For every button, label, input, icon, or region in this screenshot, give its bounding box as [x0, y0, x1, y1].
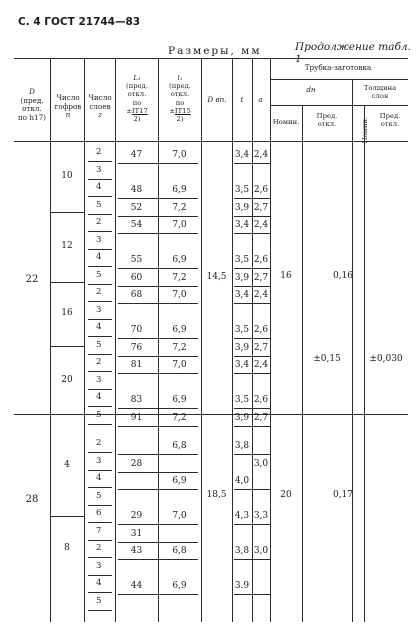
t-row-line: [234, 489, 270, 490]
layers-cell: 5: [96, 409, 102, 420]
l1-small-cell: 6,9: [172, 325, 187, 335]
dn-nom-value-2: 20: [280, 490, 292, 500]
vline-6: [232, 58, 233, 622]
n-value-12: 12: [61, 241, 73, 251]
layer-row-line: [88, 179, 112, 180]
layers-cell: 5: [96, 269, 102, 280]
vline-4: [158, 58, 159, 622]
a-cell: 2,7: [253, 412, 269, 423]
vline-10: [352, 79, 353, 622]
layers-cell: 2: [96, 287, 102, 297]
t-cell: 3,8: [234, 441, 250, 451]
layer-row-line: [88, 231, 112, 232]
layers-cell: 2: [96, 543, 102, 553]
t-row-line: [234, 233, 270, 234]
vline-7: [252, 58, 253, 622]
a-cell: 2,4: [253, 220, 269, 230]
t-cell: 3,4: [234, 220, 250, 230]
value-row-line: [118, 338, 198, 339]
n-value-10: 10: [61, 171, 73, 181]
layers-cell: 2: [96, 147, 102, 157]
vline-8: [270, 58, 271, 622]
vline-5: [201, 58, 202, 622]
t-row-line: [234, 268, 270, 269]
thick-nom-value-2: 0,17: [332, 490, 354, 500]
col-header-dn-pred: Пред. откл.: [316, 112, 338, 129]
layer-row-line: [88, 452, 112, 453]
line-d-group: [14, 414, 408, 415]
line-header-bottom: [14, 141, 408, 142]
l1-small-cell: 7,2: [172, 202, 187, 213]
t-cell: 3,5: [234, 255, 250, 265]
dvp-value-2: 18,5: [206, 490, 227, 500]
line-dn-under: [270, 105, 408, 106]
t-cell: 3,4: [234, 150, 250, 160]
layers-cell: 5: [96, 339, 102, 350]
t-row-line: [234, 454, 270, 455]
l1-big-cell: 52: [130, 202, 143, 213]
l1-big-cell: 29: [130, 511, 143, 521]
value-row-line: [118, 233, 198, 234]
layer-row-line: [88, 470, 112, 471]
l1-small-cell: 7,0: [172, 220, 187, 230]
d-value-28: 28: [25, 494, 39, 505]
t-cell: 3,9: [234, 342, 250, 353]
col-header-l1-small: l₁ (пред. откл. по ±IT15 2): [169, 74, 191, 124]
layer-row-line: [88, 487, 112, 488]
n-value-4: 4: [64, 460, 70, 470]
l1-small-cell: 7,2: [172, 342, 187, 353]
layers-cell: 3: [96, 560, 102, 571]
value-row-line: [118, 356, 198, 357]
t-row-line: [234, 426, 270, 427]
t-cell: 3,4: [234, 360, 250, 370]
layers-cell: 4: [96, 252, 102, 262]
layer-row-line: [88, 406, 112, 407]
layers-cell: 2: [96, 357, 102, 367]
layer-row-line: [88, 266, 112, 267]
layer-row-line: [88, 424, 112, 425]
a-cell: 3,0: [253, 546, 269, 556]
layers-cell: 3: [96, 455, 102, 466]
value-row-line: [118, 489, 198, 490]
thick-pred-value: ±0,030: [369, 354, 403, 364]
a-cell: 2,6: [253, 395, 269, 405]
n-value-8: 8: [64, 543, 70, 553]
layers-cell: 4: [96, 578, 102, 588]
vline-1: [50, 58, 51, 622]
t-row-line: [234, 286, 270, 287]
l1-small-cell: 6,9: [172, 255, 187, 265]
n-value-20: 20: [61, 375, 73, 385]
col-header-thick-nom: Номин.: [360, 116, 369, 144]
a-cell: 2,7: [253, 202, 269, 213]
col-header-dn: dн: [306, 85, 316, 94]
layers-cell: 2: [96, 438, 102, 448]
l1-big-cell: 43: [130, 546, 143, 556]
line-n-16-20: [50, 346, 84, 347]
layers-cell: 5: [96, 490, 102, 501]
a-cell: 2,4: [253, 360, 269, 370]
layers-cell: 3: [96, 304, 102, 315]
value-row-line: [118, 542, 198, 543]
dn-nom-value-1: 16: [280, 271, 292, 281]
layer-row-line: [88, 354, 112, 355]
l1-big-cell: 81: [130, 360, 143, 370]
n-value-16: 16: [61, 308, 73, 318]
t-row-line: [234, 524, 270, 525]
t-cell: 3.9: [234, 581, 250, 591]
l1-big-cell: 91: [130, 412, 143, 423]
col-header-thick-pred: Пред. откл.: [379, 112, 401, 129]
t-cell: 3,5: [234, 185, 250, 195]
col-header-gofr: Число гофров n: [54, 93, 82, 120]
t-cell: 3,9: [234, 272, 250, 283]
value-row-line: [118, 426, 198, 427]
t-cell: 3,8: [234, 546, 250, 556]
value-row-line: [118, 594, 198, 595]
value-row-line: [118, 559, 198, 560]
col-header-dn-nom: Номин.: [272, 118, 300, 126]
line-n-4-8: [50, 516, 84, 517]
value-row-line: [118, 286, 198, 287]
t-cell: 3,9: [234, 202, 250, 213]
value-row-line: [118, 408, 198, 409]
l1-small-cell: 7,0: [172, 511, 187, 521]
layer-row-line: [88, 389, 112, 390]
l1-small-cell: 6,8: [172, 441, 187, 451]
layer-row-line: [88, 284, 112, 285]
layer-row-line: [88, 336, 112, 337]
layers-cell: 5: [96, 199, 102, 210]
l1-big-cell: 54: [130, 220, 143, 230]
layer-row-line: [88, 301, 112, 302]
a-cell: 2,6: [253, 185, 269, 195]
layer-row-line: [88, 161, 112, 162]
vline-2: [84, 58, 85, 622]
t-row-line: [234, 408, 270, 409]
page-header: С. 4 ГОСТ 21744—83: [18, 16, 141, 28]
layer-row-line: [88, 214, 112, 215]
value-row-line: [118, 524, 198, 525]
a-cell: 2,7: [253, 272, 269, 283]
l1-big-cell: 70: [130, 325, 143, 335]
l1-big-cell: 47: [130, 150, 143, 160]
l1-small-cell: 7,0: [172, 150, 187, 160]
layer-row-line: [88, 575, 112, 576]
layers-cell: 5: [96, 595, 102, 606]
t-row-line: [234, 338, 270, 339]
value-row-line: [118, 454, 198, 455]
col-header-l1-big: L₁ (пред. откл. по ±IT17 2): [126, 74, 148, 124]
t-row-line: [234, 559, 270, 560]
col-header-layers: Число слоев z: [88, 93, 112, 120]
value-row-line: [118, 198, 198, 199]
value-row-line: [118, 216, 198, 217]
value-row-line: [118, 268, 198, 269]
t-row-line: [234, 373, 270, 374]
l1-big-cell: 55: [130, 255, 143, 265]
layers-cell: 3: [96, 374, 102, 385]
t-cell: 3,5: [234, 325, 250, 335]
layers-cell: 4: [96, 473, 102, 483]
l1-small-cell: 6,9: [172, 581, 187, 591]
t-row-line: [234, 198, 270, 199]
l1-small-cell: 6,8: [172, 546, 187, 556]
value-row-line: [118, 373, 198, 374]
layer-row-line: [88, 522, 112, 523]
a-cell: 2,4: [253, 290, 269, 300]
value-row-line: [118, 303, 198, 304]
layer-row-line: [88, 249, 112, 250]
line-top: [14, 58, 408, 59]
t-row-line: [234, 163, 270, 164]
layer-row-line: [88, 557, 112, 558]
layers-cell: 2: [96, 217, 102, 227]
col-header-d: D (пред. откл. по h17): [18, 87, 46, 122]
l1-big-cell: 48: [130, 185, 143, 195]
a-cell: 2,4: [253, 150, 269, 160]
t-row-line: [234, 594, 270, 595]
value-row-line: [118, 472, 198, 473]
l1-big-cell: 60: [130, 272, 143, 283]
a-cell: 2,6: [253, 255, 269, 265]
l1-big-cell: 31: [130, 528, 143, 539]
d-value-22: 22: [25, 274, 39, 285]
t-cell: 4,0: [234, 476, 250, 486]
layers-cell: 4: [96, 322, 102, 332]
l1-small-cell: 6,9: [172, 395, 187, 405]
line-n-10-12: [50, 212, 84, 213]
header-area: [0, 0, 416, 144]
layer-row-line: [88, 540, 112, 541]
thick-nom-value-1: 0,16: [332, 271, 354, 281]
l1-small-cell: 7,2: [172, 272, 187, 283]
t-row-line: [234, 216, 270, 217]
layer-row-line: [88, 371, 112, 372]
l1-big-cell: 76: [130, 342, 143, 353]
continuation-label: Продолжение табл. 1: [295, 41, 411, 65]
dn-pred-value: ±0,15: [313, 354, 341, 364]
layers-cell: 3: [96, 234, 102, 245]
layer-row-line: [88, 610, 112, 611]
a-cell: 3,0: [253, 458, 269, 469]
t-cell: 4,3: [234, 511, 250, 521]
col-header-dvp: D вп.: [207, 95, 227, 104]
a-cell: 2,6: [253, 325, 269, 335]
layers-cell: 7: [96, 525, 102, 536]
t-cell: 3,4: [234, 290, 250, 300]
layers-cell: 4: [96, 182, 102, 192]
a-cell: 2,7: [253, 342, 269, 353]
col-header-t: t: [240, 95, 244, 104]
col-header-tube: Трубка-заготовка: [304, 63, 372, 72]
col-header-thickness: Толщина слоя: [363, 84, 397, 101]
t-cell: 3,5: [234, 395, 250, 405]
col-header-a: a: [258, 95, 263, 104]
a-cell: 3,3: [253, 511, 269, 521]
layers-cell: 6: [96, 508, 102, 518]
value-row-line: [118, 163, 198, 164]
subtitle: Размеры, мм: [168, 45, 262, 57]
t-cell: 3,9: [234, 412, 250, 423]
l1-big-cell: 83: [130, 395, 143, 405]
l1-small-cell: 7,0: [172, 290, 187, 300]
layer-row-line: [88, 319, 112, 320]
l1-big-cell: 28: [130, 458, 143, 469]
layer-row-line: [88, 592, 112, 593]
layer-row-line: [88, 196, 112, 197]
line-n-12-16: [50, 282, 84, 283]
line-tube-under: [270, 79, 408, 80]
layers-cell: 4: [96, 392, 102, 402]
l1-small-cell: 7,0: [172, 360, 187, 370]
layer-row-line: [88, 505, 112, 506]
l1-big-cell: 44: [130, 581, 143, 591]
l1-big-cell: 68: [130, 290, 143, 300]
layers-cell: 3: [96, 164, 102, 175]
t-row-line: [234, 303, 270, 304]
t-row-line: [234, 356, 270, 357]
dvp-value-1: 14,5: [206, 272, 227, 282]
l1-small-cell: 6,9: [172, 185, 187, 195]
l1-small-cell: 6,9: [172, 476, 187, 486]
l1-small-cell: 7,2: [172, 412, 187, 423]
